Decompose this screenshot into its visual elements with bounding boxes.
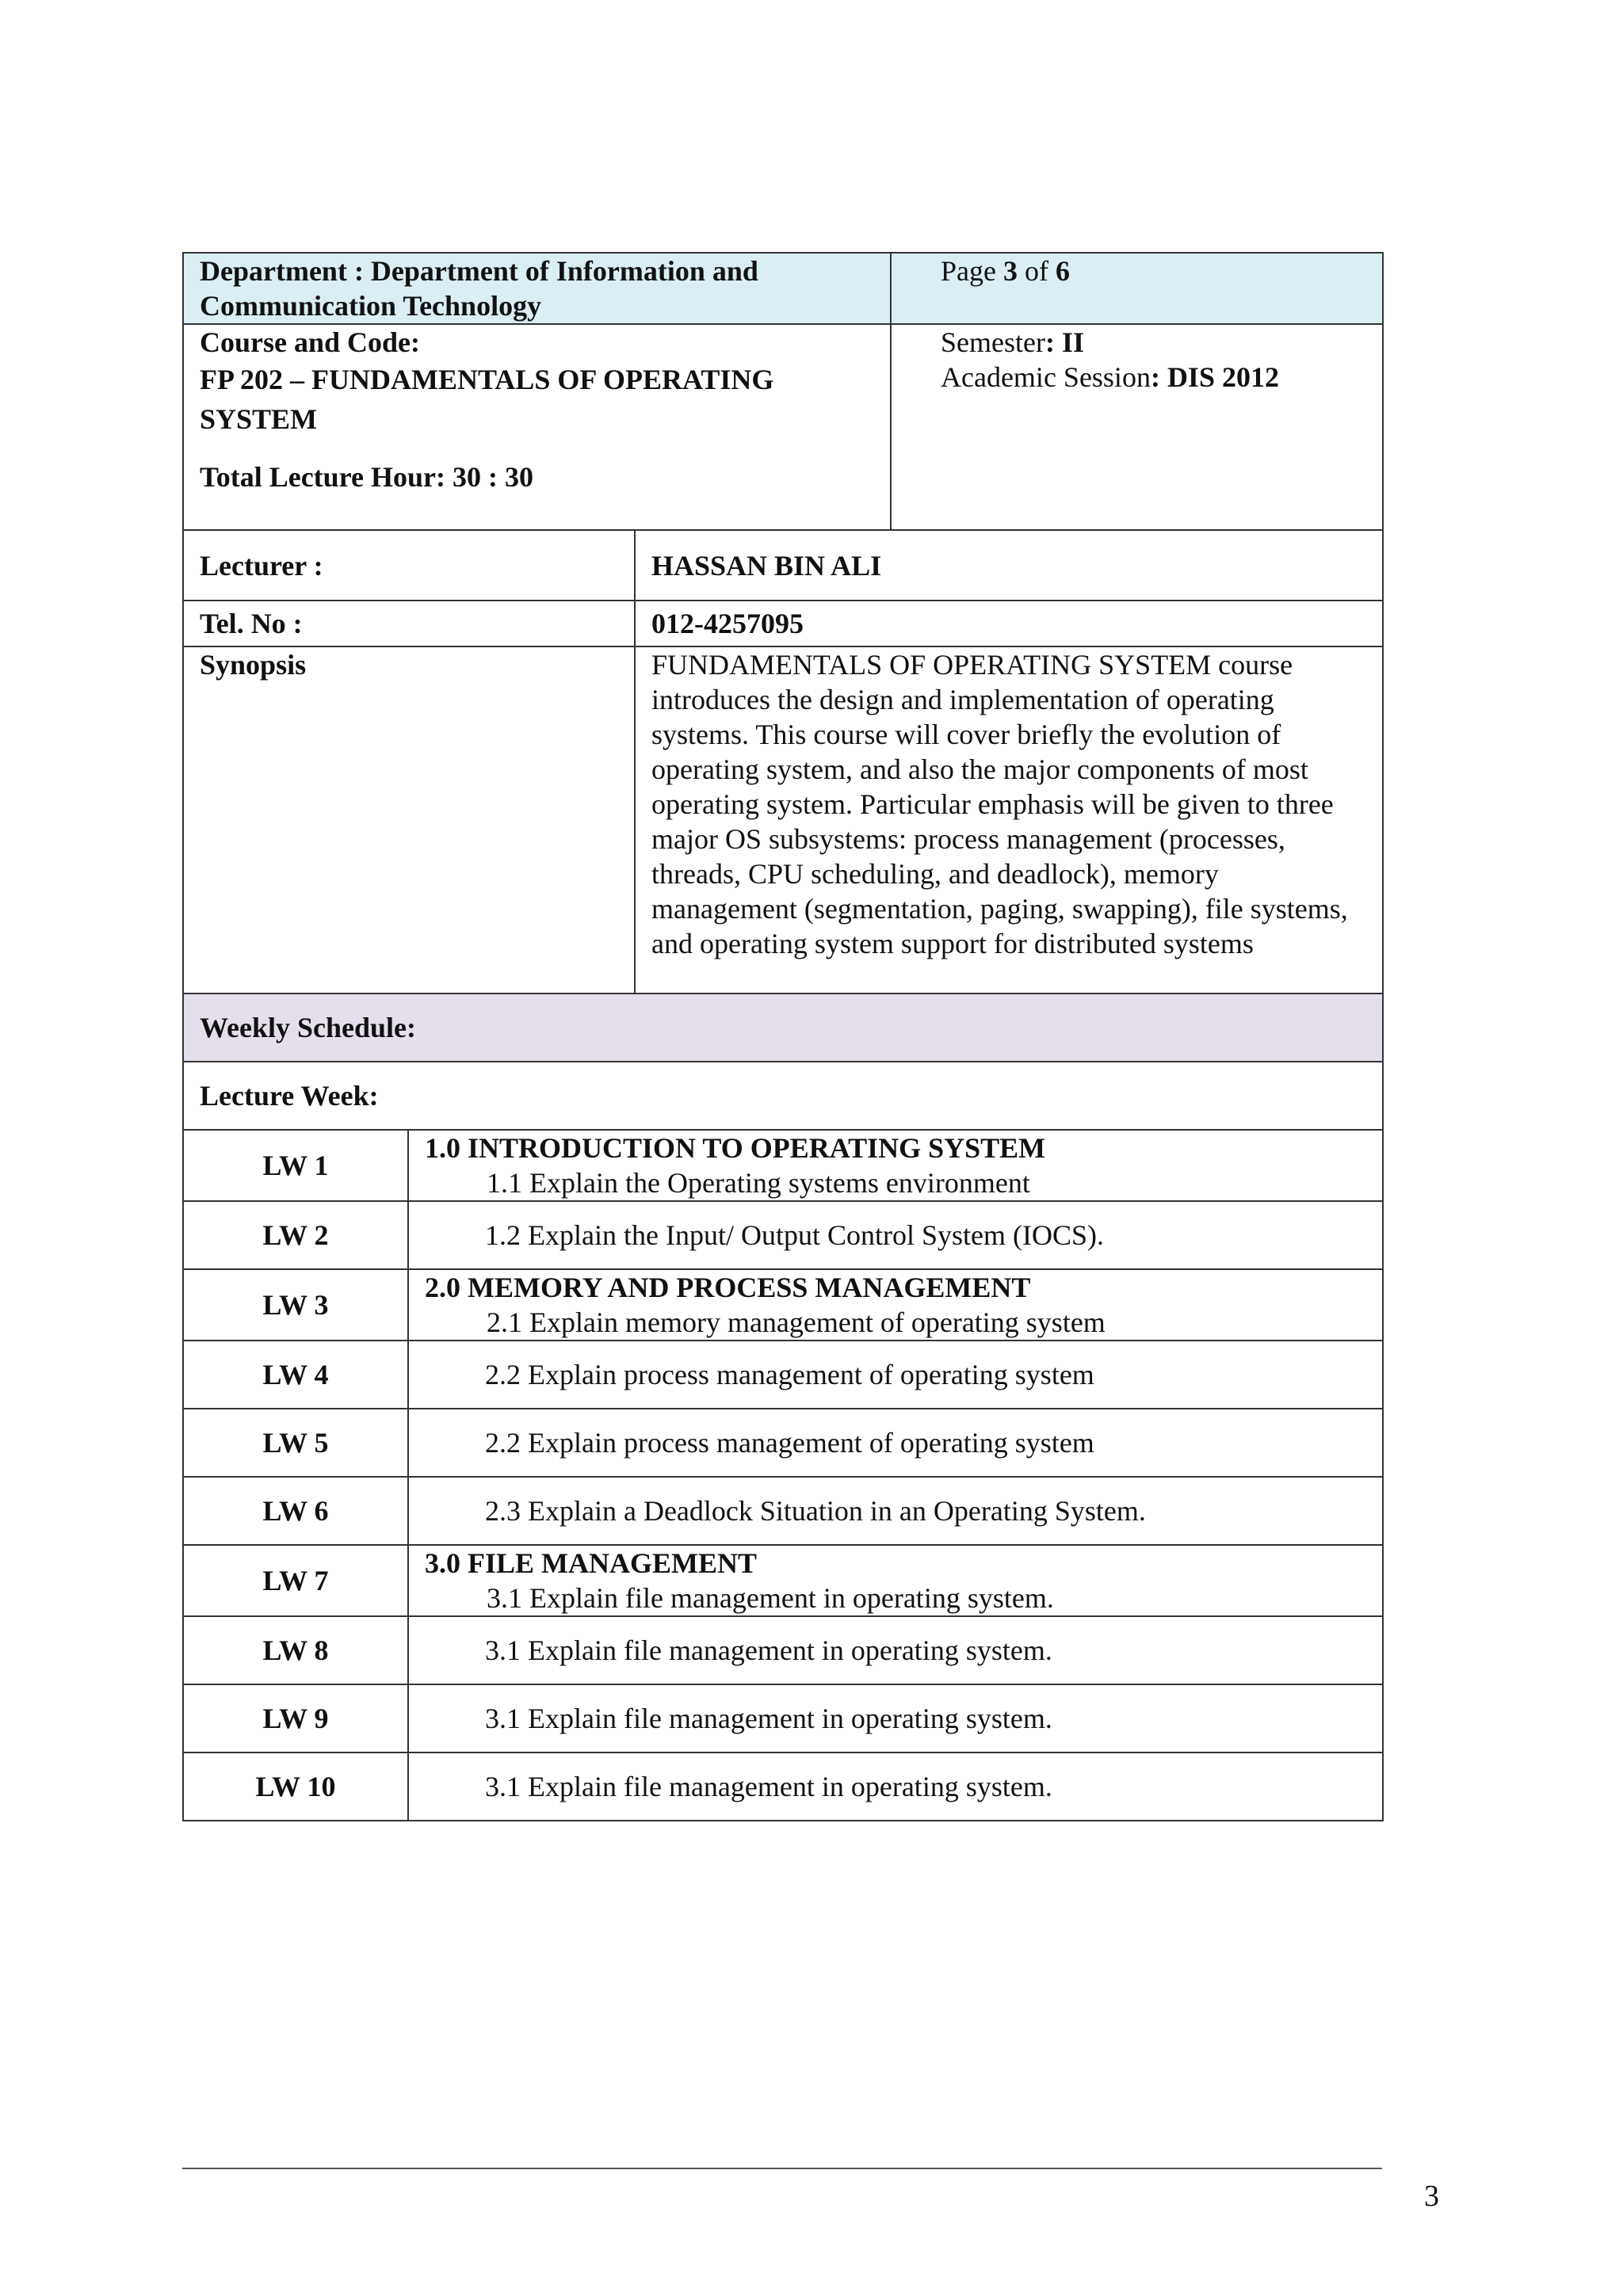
page-of: of	[1024, 255, 1048, 287]
table-row	[183, 1201, 1383, 1269]
week-cell: LW 7	[183, 1545, 408, 1616]
table-row	[183, 1409, 1383, 1477]
course-schedule-document	[182, 252, 1382, 1821]
lecture-schedule-table	[182, 1131, 1384, 1821]
department-label: Department : Department of Information and Communication Technology	[200, 255, 758, 322]
topic-title: 1.0 INTRODUCTION TO OPERATING SYSTEM	[425, 1132, 1046, 1164]
topic-cell	[408, 1545, 1383, 1616]
subtopic: 3.1 Explain file management in operating system.	[487, 1582, 1054, 1614]
subtopic: 2.2 Explain process management of operating system	[408, 1409, 1383, 1477]
topic-title: 2.0 MEMORY AND PROCESS MANAGEMENT	[425, 1272, 1031, 1303]
subtopic: 3.1 Explain file management in operating system.	[408, 1753, 1383, 1821]
synopsis-label: Synopsis	[183, 646, 635, 994]
subtopic: 2.2 Explain process management of operating system	[408, 1341, 1383, 1409]
week-cell: LW 2	[183, 1201, 408, 1269]
lecture-week-heading: Lecture Week:	[183, 1062, 1383, 1130]
table-row	[183, 1477, 1383, 1545]
subtopic: 1.1 Explain the Operating systems environment	[487, 1167, 1030, 1199]
page-info-cell	[891, 253, 1383, 324]
session-line: Academic Session: DIS 2012	[941, 361, 1279, 393]
table-row	[183, 1684, 1383, 1753]
semester-label: Semester	[941, 326, 1045, 358]
semester-line: Semester: II	[941, 326, 1084, 358]
table-row	[183, 1269, 1383, 1341]
week-cell: LW 4	[183, 1341, 408, 1409]
table-row	[183, 1545, 1383, 1616]
week-cell: LW 1	[183, 1131, 408, 1201]
topic-cell	[408, 1269, 1383, 1341]
tel-label: Tel. No :	[183, 601, 635, 646]
course-name: FP 202 – FUNDAMENTALS OF OPERATING SYSTEM	[200, 364, 774, 435]
table-row	[183, 1131, 1383, 1201]
table-row	[183, 1753, 1383, 1821]
page-number: 3	[1424, 2180, 1439, 2213]
course-cell	[183, 324, 891, 530]
week-cell: LW 5	[183, 1409, 408, 1477]
topic-title: 3.0 FILE MANAGEMENT	[425, 1547, 758, 1579]
subtopic: 1.2 Explain the Input/ Output Control System (IOCS).	[408, 1201, 1383, 1269]
subtopic: 3.1 Explain file management in operating system.	[408, 1616, 1383, 1684]
footer-divider	[182, 2168, 1382, 2169]
weekly-schedule-heading: Weekly Schedule:	[183, 994, 1383, 1062]
page-total: 6	[1055, 255, 1070, 287]
total-lecture-hour: Total Lecture Hour: 30 : 30	[200, 461, 533, 493]
tel-value: 012-4257095	[635, 601, 1383, 646]
department-cell	[183, 253, 891, 324]
week-cell: LW 10	[183, 1753, 408, 1821]
course-label: Course and Code:	[200, 326, 421, 358]
subtopic: 2.1 Explain memory management of operating system	[487, 1306, 1106, 1338]
synopsis-text: FUNDAMENTALS OF OPERATING SYSTEM course introduces the design and implementation of operating systems. This course will cover briefly the evolution of operating system, and also the major components of most operating system. Particular emphasis will be given to three major OS subsystems: process management (processes, threads, CPU scheduling, and deadlock), memory management (segmentation, paging, swapping), file systems, and operating system support for distributed systems	[635, 646, 1383, 994]
page-current: 3	[1002, 255, 1018, 287]
session-label: Academic Session	[941, 361, 1151, 393]
week-cell: LW 8	[183, 1616, 408, 1684]
semester-cell	[891, 324, 1383, 530]
semester-value: II	[1061, 326, 1084, 358]
course-info-table	[182, 531, 1384, 1131]
lecturer-value: HASSAN BIN ALI	[635, 531, 1383, 601]
course-header-table	[182, 252, 1384, 531]
week-cell: LW 6	[183, 1477, 408, 1545]
table-row	[183, 1616, 1383, 1684]
topic-cell	[408, 1131, 1383, 1201]
session-value: DIS 2012	[1167, 361, 1279, 393]
week-cell: LW 9	[183, 1684, 408, 1753]
week-cell: LW 3	[183, 1269, 408, 1341]
page-prefix: Page	[941, 255, 996, 287]
table-row	[183, 1341, 1383, 1409]
subtopic: 3.1 Explain file management in operating system.	[408, 1684, 1383, 1753]
lecturer-label: Lecturer :	[183, 531, 635, 601]
subtopic: 2.3 Explain a Deadlock Situation in an Operating System.	[408, 1477, 1383, 1545]
